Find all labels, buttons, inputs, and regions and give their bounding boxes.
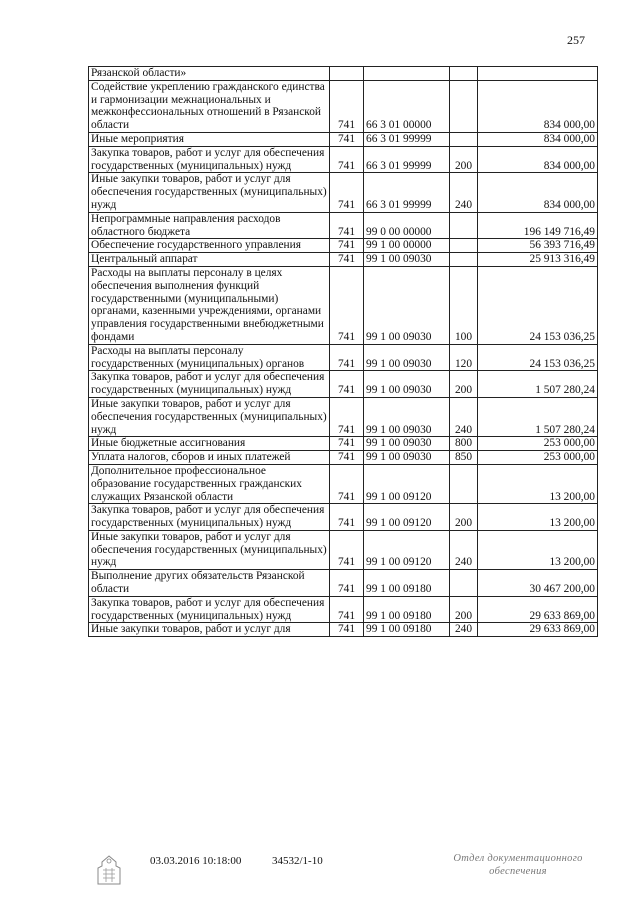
table-row bbox=[89, 530, 598, 569]
footer-date: 03.03.2016 10:18:00 bbox=[150, 855, 242, 867]
row-amount-cell: 196 149 716,49 bbox=[478, 212, 598, 239]
row-target-article-cell: 99 1 00 09030 bbox=[364, 437, 450, 451]
row-amount-cell: 13 200,00 bbox=[478, 530, 598, 569]
page-number: 257 bbox=[567, 33, 585, 47]
row-target-article-cell: 99 1 00 09180 bbox=[364, 623, 450, 637]
row-code-cell: 741 bbox=[330, 80, 364, 132]
row-amount-cell: 253 000,00 bbox=[478, 437, 598, 451]
row-amount-cell: 834 000,00 bbox=[478, 173, 598, 212]
row-amount-cell bbox=[478, 67, 598, 81]
row-target-article-cell: 99 1 00 09030 bbox=[364, 266, 450, 344]
row-code-cell: 741 bbox=[330, 530, 364, 569]
coat-of-arms-icon bbox=[92, 854, 126, 888]
row-name-cell: Закупка товаров, работ и услуг для обеспечения государственных (муниципальных) нужд bbox=[89, 596, 330, 623]
row-code-cell: 741 bbox=[330, 451, 364, 465]
table-row bbox=[89, 371, 598, 398]
row-name-cell: Иные закупки товаров, работ и услуг для обеспечения государственных (муниципальных) нужд bbox=[89, 173, 330, 212]
row-amount-cell: 29 633 869,00 bbox=[478, 596, 598, 623]
row-code-cell: 741 bbox=[330, 266, 364, 344]
row-amount-cell: 1 507 280,24 bbox=[478, 397, 598, 436]
row-name-cell: Закупка товаров, работ и услуг для обеспечения государственных (муниципальных) нужд bbox=[89, 146, 330, 173]
stamp-line-2: обеспечения bbox=[489, 866, 547, 877]
table-row bbox=[89, 344, 598, 371]
row-code-cell: 741 bbox=[330, 437, 364, 451]
row-amount-cell: 13 200,00 bbox=[478, 464, 598, 503]
row-code-cell: 741 bbox=[330, 132, 364, 146]
row-target-article-cell: 66 3 01 99999 bbox=[364, 132, 450, 146]
row-expense-type-cell: 200 bbox=[450, 596, 478, 623]
row-code-cell: 741 bbox=[330, 344, 364, 371]
row-code-cell: 741 bbox=[330, 253, 364, 267]
row-name-cell: Расходы на выплаты персоналу в целях обеспечения выполнения функций государственными (муниципальными) органами, казенными учреждениями, органами управления государственными внебюджетными фондами bbox=[89, 266, 330, 344]
table-row bbox=[89, 132, 598, 146]
table-row bbox=[89, 464, 598, 503]
row-amount-cell: 30 467 200,00 bbox=[478, 570, 598, 597]
row-name-cell: Иные мероприятия bbox=[89, 132, 330, 146]
row-target-article-cell: 99 1 00 09120 bbox=[364, 530, 450, 569]
row-amount-cell: 834 000,00 bbox=[478, 146, 598, 173]
page-footer bbox=[0, 852, 640, 892]
row-target-article-cell: 99 1 00 09180 bbox=[364, 596, 450, 623]
row-code-cell: 741 bbox=[330, 570, 364, 597]
table-row bbox=[89, 173, 598, 212]
table-row bbox=[89, 570, 598, 597]
row-name-cell: Иные закупки товаров, работ и услуг для bbox=[89, 623, 330, 637]
row-name-cell: Иные закупки товаров, работ и услуг для обеспечения государственных (муниципальных) нужд bbox=[89, 530, 330, 569]
department-stamp bbox=[442, 852, 594, 878]
row-target-article-cell: 99 1 00 09120 bbox=[364, 464, 450, 503]
row-target-article-cell bbox=[364, 67, 450, 81]
row-target-article-cell: 66 3 01 99999 bbox=[364, 173, 450, 212]
row-code-cell: 741 bbox=[330, 371, 364, 398]
stamp-line-1: Отдел документационного bbox=[453, 853, 583, 864]
row-expense-type-cell: 200 bbox=[450, 504, 478, 531]
row-expense-type-cell bbox=[450, 253, 478, 267]
table-row bbox=[89, 266, 598, 344]
row-name-cell: Содействие укреплению гражданского единства и гармонизации межнациональных и межконфессиональных отношений в Рязанской области bbox=[89, 80, 330, 132]
row-name-cell: Иные бюджетные ассигнования bbox=[89, 437, 330, 451]
row-expense-type-cell: 240 bbox=[450, 623, 478, 637]
row-name-cell: Обеспечение государственного управления bbox=[89, 239, 330, 253]
table-row bbox=[89, 623, 598, 637]
row-amount-cell: 253 000,00 bbox=[478, 451, 598, 465]
row-expense-type-cell: 200 bbox=[450, 371, 478, 398]
row-target-article-cell: 99 1 00 09030 bbox=[364, 371, 450, 398]
row-expense-type-cell: 800 bbox=[450, 437, 478, 451]
row-expense-type-cell bbox=[450, 80, 478, 132]
row-expense-type-cell: 850 bbox=[450, 451, 478, 465]
row-amount-cell: 56 393 716,49 bbox=[478, 239, 598, 253]
row-target-article-cell: 99 1 00 09030 bbox=[364, 397, 450, 436]
row-target-article-cell: 99 1 00 09030 bbox=[364, 451, 450, 465]
row-target-article-cell: 66 3 01 00000 bbox=[364, 80, 450, 132]
row-expense-type-cell bbox=[450, 570, 478, 597]
table-row bbox=[89, 146, 598, 173]
row-target-article-cell: 99 1 00 00000 bbox=[364, 239, 450, 253]
table-row bbox=[89, 504, 598, 531]
row-amount-cell: 834 000,00 bbox=[478, 132, 598, 146]
row-expense-type-cell bbox=[450, 239, 478, 253]
row-amount-cell: 24 153 036,25 bbox=[478, 266, 598, 344]
row-code-cell: 741 bbox=[330, 239, 364, 253]
footer-registration-number: 34532/1-10 bbox=[272, 855, 323, 867]
row-amount-cell: 29 633 869,00 bbox=[478, 623, 598, 637]
row-target-article-cell: 99 1 00 09180 bbox=[364, 570, 450, 597]
row-code-cell: 741 bbox=[330, 397, 364, 436]
row-code-cell: 741 bbox=[330, 212, 364, 239]
row-name-cell: Выполнение других обязательств Рязанской области bbox=[89, 570, 330, 597]
row-target-article-cell: 99 1 00 09120 bbox=[364, 504, 450, 531]
row-expense-type-cell: 240 bbox=[450, 530, 478, 569]
row-expense-type-cell: 240 bbox=[450, 397, 478, 436]
row-expense-type-cell: 100 bbox=[450, 266, 478, 344]
table-row bbox=[89, 451, 598, 465]
row-target-article-cell: 99 1 00 09030 bbox=[364, 344, 450, 371]
table-row bbox=[89, 397, 598, 436]
row-code-cell bbox=[330, 67, 364, 81]
row-amount-cell: 834 000,00 bbox=[478, 80, 598, 132]
row-expense-type-cell bbox=[450, 212, 478, 239]
row-code-cell: 741 bbox=[330, 596, 364, 623]
row-amount-cell: 24 153 036,25 bbox=[478, 344, 598, 371]
row-amount-cell: 1 507 280,24 bbox=[478, 371, 598, 398]
row-expense-type-cell: 240 bbox=[450, 173, 478, 212]
table-row bbox=[89, 596, 598, 623]
row-code-cell: 741 bbox=[330, 623, 364, 637]
row-code-cell: 741 bbox=[330, 173, 364, 212]
row-name-cell: Закупка товаров, работ и услуг для обеспечения государственных (муниципальных) нужд bbox=[89, 371, 330, 398]
row-name-cell: Центральный аппарат bbox=[89, 253, 330, 267]
table-row bbox=[89, 212, 598, 239]
row-code-cell: 741 bbox=[330, 146, 364, 173]
row-expense-type-cell: 120 bbox=[450, 344, 478, 371]
row-expense-type-cell: 200 bbox=[450, 146, 478, 173]
row-target-article-cell: 66 3 01 99999 bbox=[364, 146, 450, 173]
row-expense-type-cell bbox=[450, 132, 478, 146]
row-code-cell: 741 bbox=[330, 464, 364, 503]
row-name-cell: Непрограммные направления расходов областного бюджета bbox=[89, 212, 330, 239]
row-name-cell: Уплата налогов, сборов и иных платежей bbox=[89, 451, 330, 465]
row-expense-type-cell bbox=[450, 67, 478, 81]
row-name-cell: Рязанской области» bbox=[89, 67, 330, 81]
row-amount-cell: 13 200,00 bbox=[478, 504, 598, 531]
row-target-article-cell: 99 1 00 09030 bbox=[364, 253, 450, 267]
table-row bbox=[89, 67, 598, 81]
row-name-cell: Дополнительное профессиональное образование государственных гражданских служащих Рязанской области bbox=[89, 464, 330, 503]
budget-table-body bbox=[89, 67, 598, 637]
row-target-article-cell: 99 0 00 00000 bbox=[364, 212, 450, 239]
table-row bbox=[89, 239, 598, 253]
row-name-cell: Закупка товаров, работ и услуг для обеспечения государственных (муниципальных) нужд bbox=[89, 504, 330, 531]
table-row bbox=[89, 437, 598, 451]
row-name-cell: Расходы на выплаты персоналу государственных (муниципальных) органов bbox=[89, 344, 330, 371]
row-expense-type-cell bbox=[450, 464, 478, 503]
budget-table bbox=[88, 66, 598, 637]
row-code-cell: 741 bbox=[330, 504, 364, 531]
row-amount-cell: 25 913 316,49 bbox=[478, 253, 598, 267]
table-row bbox=[89, 253, 598, 267]
table-row bbox=[89, 80, 598, 132]
row-name-cell: Иные закупки товаров, работ и услуг для обеспечения государственных (муниципальных) нужд bbox=[89, 397, 330, 436]
